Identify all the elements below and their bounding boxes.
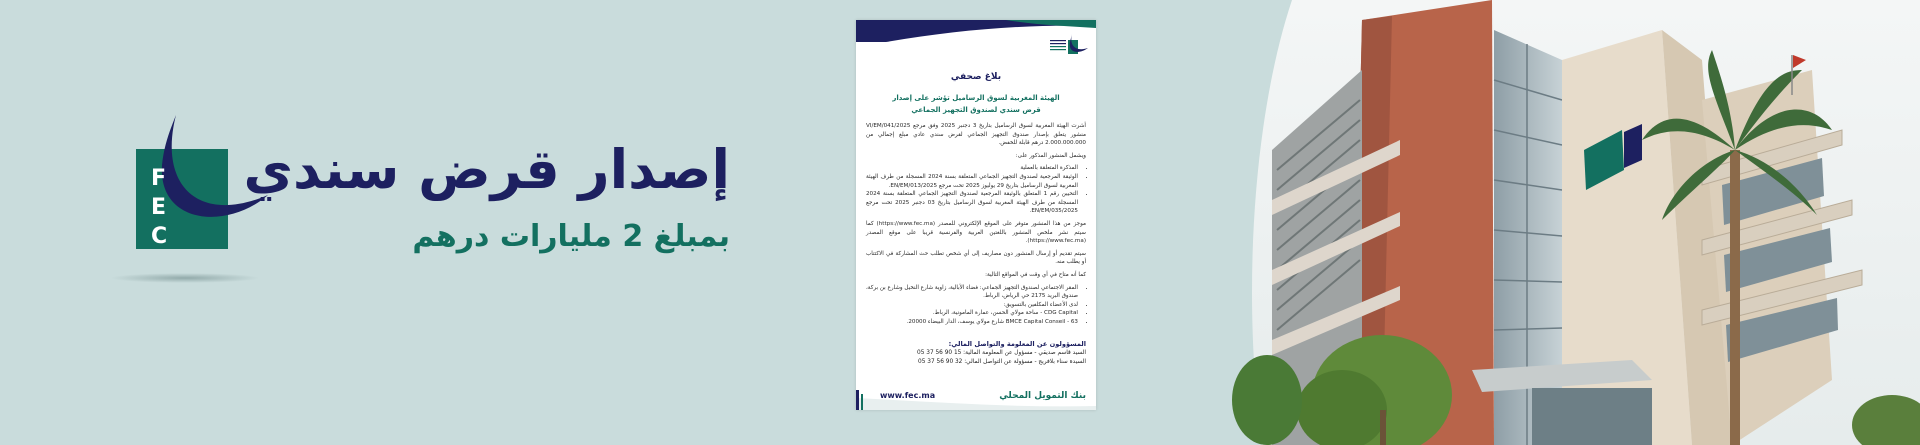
document-subtitle: [866, 92, 1086, 116]
document-contact: [866, 340, 1086, 367]
document-contact-line: السيد قاسم صديقي - مسؤول عن المعلومة المالية: 15 90 56 37 05: [917, 350, 1086, 356]
document-body: [866, 122, 1086, 330]
document-subtitle-line: الهيئة المغربية لسوق الرساميل تؤشر على إصدار: [892, 94, 1060, 102]
document-location-item: • BMCE Capital Conseil - 63 شارع مولاي يوسف، الدار البيضاء 20000.: [866, 318, 1078, 327]
document-bank-name: بنك التمويل المحلي: [999, 391, 1086, 401]
press-release-document: [856, 20, 1096, 410]
document-contact-title: المسؤولون عن المعلومة والتواصل المالي:: [948, 340, 1086, 348]
document-paragraph: موجز من هذا المنشور متوفر على الموقع الإلكتروني للمصدر (https://www.fec.ma) كما سيتم نشر ملخص المنشور باللغتين العربية والفرنسية قريبا على موقع المصدر (https://www.fec.ma).: [866, 220, 1087, 245]
logo-shadow: [110, 273, 260, 283]
document-location-item: • CDG Capital - ساحة مولاي الحسن، عمارة المامونية، الرباط.: [866, 309, 1078, 318]
document-paragraph: سيتم تقديم أو إرسال المنشور دون مصاريف إلى أي شخص تطلب حث المشاركة في الاكتتاب أو يطلب منه.: [866, 250, 1086, 266]
document-list-item: • الوثيقة المرجعية لصندوق التجهيز الجماعي المتعلقة بسنة 2024 المسجلة من طرف الهيئة المغربية لسوق الرساميل بتاريخ 29 يوليوز 2025 تحت مرجع EN/EM/013/2025.: [866, 173, 1078, 190]
headline-sub: بمبلغ 2 مليارات درهم: [412, 219, 730, 255]
document-list-item: • المذكرة المتعلقة بالعملية: [866, 164, 1078, 173]
document-list-item: • التحيين رقم 1 المتعلق بالوثيقة المرجعية لصندوق التجهيز الجماعي المتعلقة بسنة 2024 المسجلة من طرف الهيئة المغربية لسوق الرساميل بتاريخ 03 دجنبر 2025 تحت مرجع EN/EM/035/2025.: [866, 190, 1078, 216]
document-website-link[interactable]: www.fec.ma: [880, 391, 936, 400]
document-locations: [866, 284, 1086, 327]
document-list-intro: ويشمل المنشور المذكور على:: [1015, 152, 1086, 159]
document-paragraph: أشرت الهيئة المغربية لسوق الرساميل بتاريخ 3 دجنبر 2025 وفق مرجع VI/EM/041/2025 منشور يتعلق بإصدار صندوق التجهيز الجماعي لقرض سندي عادي مبلغ إجمالي من 2.000.000.000 درهم قابلة للخفض.: [866, 123, 1086, 147]
logo-letter-f: F: [151, 166, 167, 191]
headline-main: إصدار قرض سندي: [243, 138, 730, 201]
headline: [243, 140, 730, 254]
document-contact-line: السيدة سناء بلافريج - مسؤولة عن التواصل المالي: 32 90 56 37 05: [918, 359, 1086, 365]
document-subtitle-line: قرض سندي لصندوق التجهيز الجماعي: [911, 106, 1041, 114]
logo-letter-c: C: [151, 224, 168, 249]
document-paragraph: كما أنه متاح في أي وقت في المواقع التالية:: [985, 271, 1086, 278]
document-logo-icon: [1050, 34, 1088, 60]
document-location-item: • المقر الاجتماعي لصندوق التجهيز الجماعي: فضاء الأبالية، زاوية شارع النخيل وشارع بن بركة، صندوق البريد 2175 حي الرياض، الرباط.: [866, 284, 1078, 301]
building-photo: [1232, 0, 1920, 445]
document-location-item: • لدى الأعضاء المكلفين بالتسويق:: [866, 301, 1078, 310]
logo-letter-e: E: [151, 195, 167, 220]
document-title: بلاغ صحفي: [950, 72, 1002, 82]
document-list: [866, 164, 1086, 216]
